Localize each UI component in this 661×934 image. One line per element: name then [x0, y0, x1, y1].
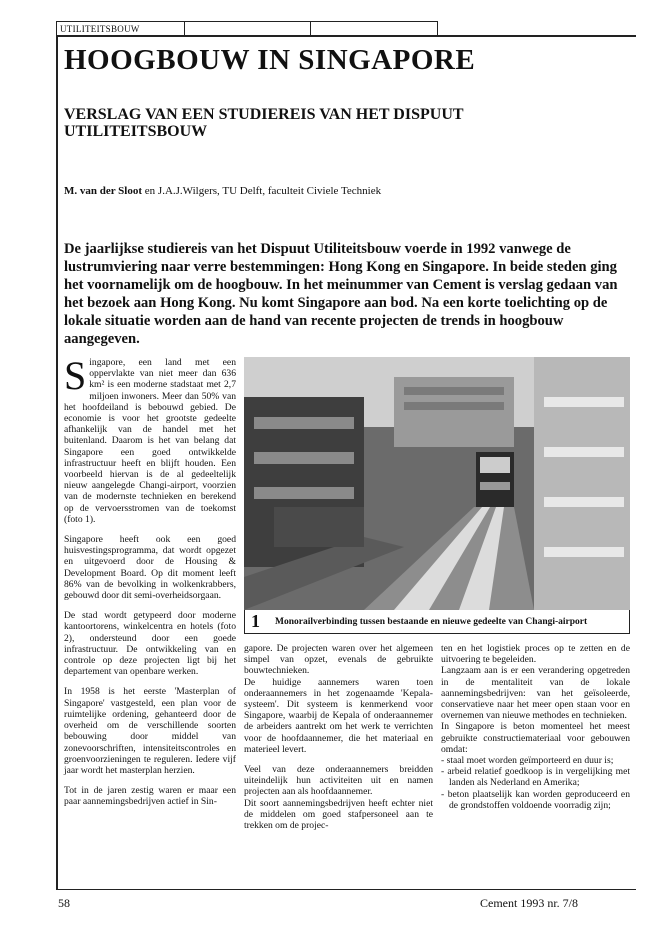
paragraph: Dit soort aannemingsbedrijven heeft echter niet de middelen om goed stafpersoneel aan te trekken om de projec- [244, 797, 433, 832]
page-number: 58 [58, 896, 70, 910]
text-column-3 [441, 643, 630, 811]
paragraph: Tot in de jaren zestig waren er maar een paar aannemingsbedrijven actief in Sin- [64, 785, 236, 808]
paragraph: De huidige aannemers waren toen onderaannemers in het zogenaamde 'Kepala-systeem'. Dit systeem is kenmerkend voor Singapore, waarbij de Kepala of onderaannemer de arbeiders aantrekt om het werk te verrichten voor de hoofdaannemer, die het materiaal en materieel levert. [244, 676, 433, 755]
paragraph: In 1958 is het eerste 'Masterplan of Singapore' vastgesteld, een plan voor de ruimtelijke ordening, gehanteerd door de overheid om de verschillende soorten bebouwing door middel van zonevoorschriften, intensiteitscontroles en groenvoorzieningen te reguleren. Iedere vijf jaar wordt het masterplan herzien. [64, 686, 236, 776]
paragraph: gapore. De projecten waren over het algemeen simpel van opzet, evenals de gebruikte bouwtechnieken. [244, 643, 433, 677]
paragraph: Langzaam aan is er een verandering opgetreden in de mentaliteit van de lokale aannemingsbedrijven: van het geïsoleerde, conservatieve naar het meer open staan voor en overnemen van nieuwe methodes en technieken. [441, 665, 630, 722]
bottom-rule [56, 889, 636, 890]
paragraph: Veel van deze onderaannemers breidden uiteindelijk hun activiteiten uit en namen projecten aan als hoofdaannemer. [244, 764, 433, 798]
reasons-list [441, 755, 630, 811]
monorail-photo [244, 357, 630, 610]
text-column-2 [244, 643, 433, 840]
paragraph: In Singapore is beton momenteel het meest gebruikte constructiemateriaal voor gebouwen omdat: [441, 721, 630, 755]
photo-number: 1 [251, 611, 260, 631]
paragraph: De stad wordt getypeerd door moderne kantoortorens, winkelcentra en hotels (foto 2), ondersteund door een goede infrastructuur. De ontwikkeling van en controle op deze projecten ligt bij het departement van openbare werken. [64, 610, 236, 678]
list-item: - arbeid relatief goedkoop is in vergelijking met landen als Nederland en Amerika; [441, 766, 630, 789]
header-tab-empty-2 [311, 22, 437, 36]
authors-names: M. van der Sloot [64, 185, 143, 197]
left-rule [56, 35, 58, 889]
photo-caption [244, 610, 630, 634]
list-item: - beton plaatselijk kan worden geproduceerd en de grondstoffen voldoende voorradig zijn; [441, 788, 630, 811]
article-intro: De jaarlijkse studiereis van het Dispuut Utiliteitsbouw voerde in 1992 vanwege de lustrumviering naar verre bestemmingen: Hong Kong en Singapore. In beide steden ging het voornamelijk om de hoogbouw. In het meinummer van Cement is verslag gedaan van het bezoek aan Hong Kong. Nu komt Singapore aan bod. Na een korte toelichting op de lokale situatie worden aan de hand van recente projecten de trends in hoogbouw aangegeven. [64, 241, 618, 347]
dropcap: S [64, 353, 87, 398]
section-label: UTILITEITSBOUW [57, 22, 185, 36]
paragraph [64, 353, 236, 525]
article-subtitle: VERSLAG VAN EEN STUDIEREIS VAN HET DISPUUT UTILITEITSBOUW [64, 106, 464, 140]
paragraph: ten en het logistiek proces op te zetten en de uitvoering te begeleiden. [441, 643, 630, 666]
authors-affiliation: en J.A.J.Wilgers, TU Delft, faculteit Civiele Techniek [142, 185, 382, 197]
journal-reference: Cement 1993 nr. 7/8 [480, 896, 578, 910]
monorail-photo-drawing [244, 357, 630, 610]
paragraph-text: ingapore, een land met een oppervlakte van niet meer dan 636 km² is een moderne stadstaat met 2,7 miljoen inwoners. Meer dan 50% van het hoofdeiland is bebouwd gebied. De economie is voor het grootste gedeelte afhankelijk van de handel met het buitenland. Daarom is het van belang dat Singapore een goed ontwikkelde infrastructuur heeft en blijft houden. Een voorbeeld hiervan is de al gedeeltelijk nieuw aangelegde Changi-airport, voorzien van de modernste technieken en berekend op de vervoersstromen van de toekomst (foto 1). [64, 357, 236, 525]
header-tab-empty-1 [185, 22, 311, 36]
list-item: - staal moet worden geïmporteerd en duur is; [441, 755, 614, 767]
article-title: HOOGBOUW IN SINGAPORE [64, 44, 476, 76]
article-authors [64, 185, 381, 197]
text-column-1 [64, 353, 236, 817]
paragraph: Singapore heeft ook een goed huisvestingsprogramma, dat wordt opgezet en uitgevoerd door de Housing & Development Board. Op dit moment leeft 86% van de bevolking in wolkenkrabbers, gebouwd door dit semi-overheidsorgaan. [64, 534, 236, 602]
top-rule [56, 35, 636, 37]
photo-caption-text: Monorailverbinding tussen bestaande en nieuwe gedeelte van Changi-airport [275, 616, 588, 627]
